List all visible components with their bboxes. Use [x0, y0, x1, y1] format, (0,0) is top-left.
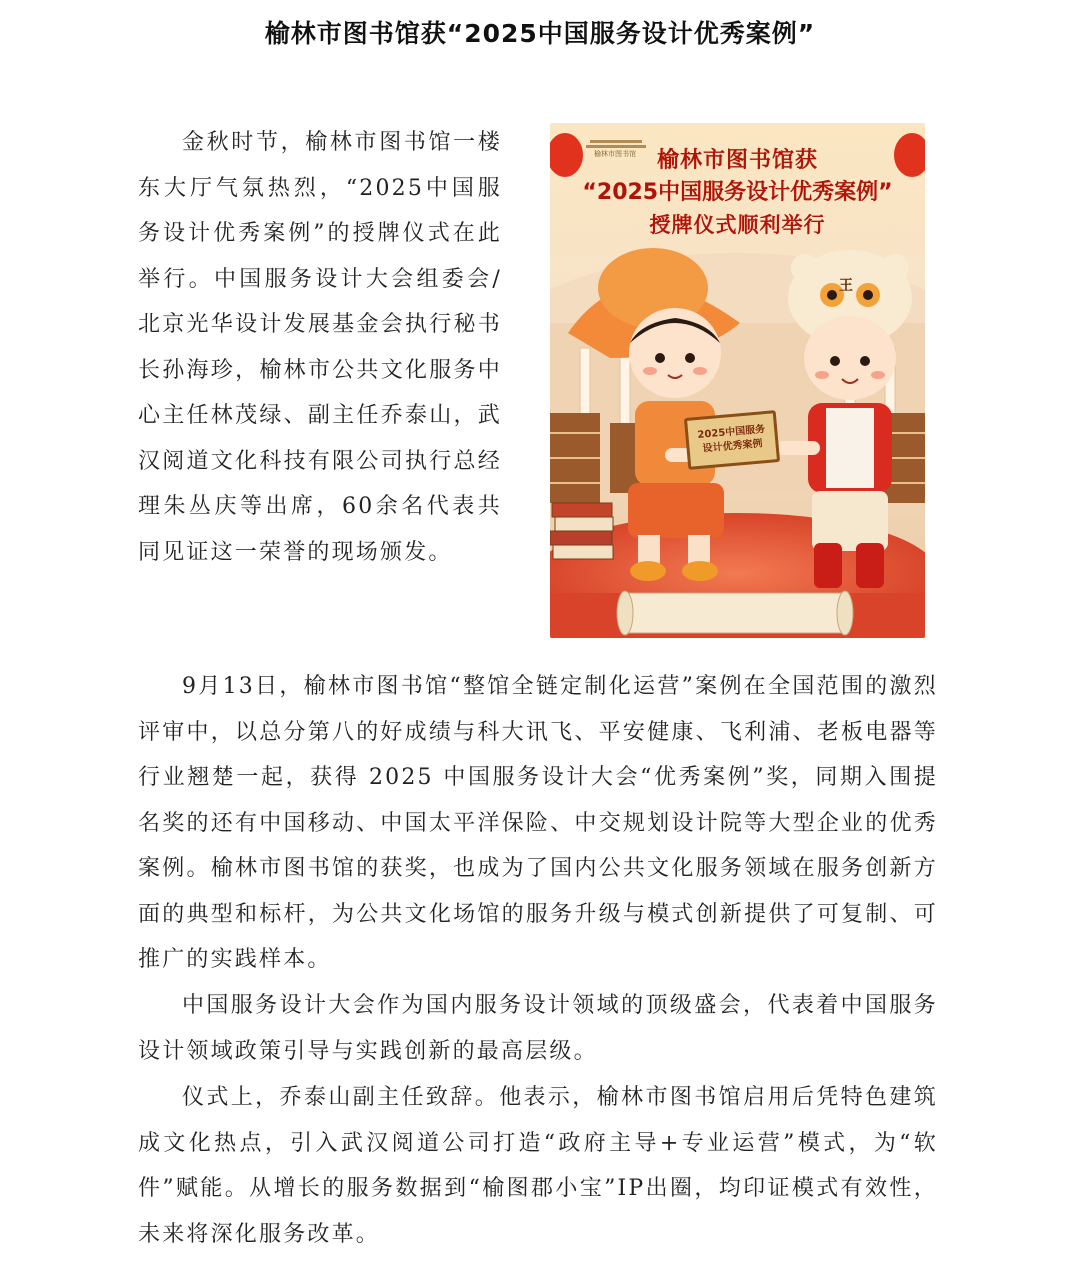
article-title: 榆林市图书馆获“2025中国服务设计优秀案例” [264, 19, 816, 48]
poster-headline-3: 授牌仪式顺利举行 [649, 213, 826, 237]
tiger-hat-mark: 王 [839, 278, 853, 294]
plaque-line-1: 2025中国服务 [697, 424, 766, 441]
paragraph-conference: 中国服务设计大会作为国内服务设计领域的顶级盛会，代表着中国服务设计领域政策引导与实践创新的最高层级。 [138, 993, 938, 1064]
poster-headline-1: 榆林市图书馆获 [656, 148, 818, 173]
plaque-line-2: 设计优秀案例 [702, 438, 763, 455]
award-plaque [684, 410, 780, 470]
award-poster-image [550, 123, 925, 638]
paragraph-intro: 金秋时节，榆林市图书馆一楼东大厅气氛热烈，“2025中国服务设计优秀案例”的授牌仪式在此举行。中国服务设计大会组委会/北京光华设计发展基金会执行秘书长孙海珍，榆林市公共文化服务中心主任林茂绿、副主任乔泰山，武汉阅道文化科技有限公司执行总经理朱丛庆等出席，60余名代表共同见证这一荣誉的现场颁发。 [138, 130, 502, 565]
library-logo-text: 榆林市图书馆 [594, 150, 636, 158]
poster-headline-2: “2025中国服务设计优秀案例” [582, 180, 893, 205]
paragraph-award-details: 9月13日，榆林市图书馆“整馆全链定制化运营”案例在全国范围的激烈评审中，以总分第八的好成绩与科大讯飞、平安健康、飞利浦、老板电器等行业翘楚一起，获得 2025 中国服务设计大会“优秀案例”奖，同期入围提名奖的还有中国移动、中国太平洋保险、中交规划设计院等大型企业的优秀案例。榆林市图书馆的获奖，也成为了国内公共文化服务领域在服务创新方面的典型和标杆，为公共文化场馆的服务升级与模式创新提供了可复制、可推广的实践样本。 [138, 674, 938, 972]
paragraph-speech: 仪式上，乔泰山副主任致辞。他表示，榆林市图书馆启用后凭特色建筑成文化热点，引入武汉阅道公司打造“政府主导+专业运营”模式，为“软件”赋能。从增长的服务数据到“榆图郡小宝”IP出圈，均印证模式有效性，未来将深化服务改革。 [138, 1085, 938, 1247]
